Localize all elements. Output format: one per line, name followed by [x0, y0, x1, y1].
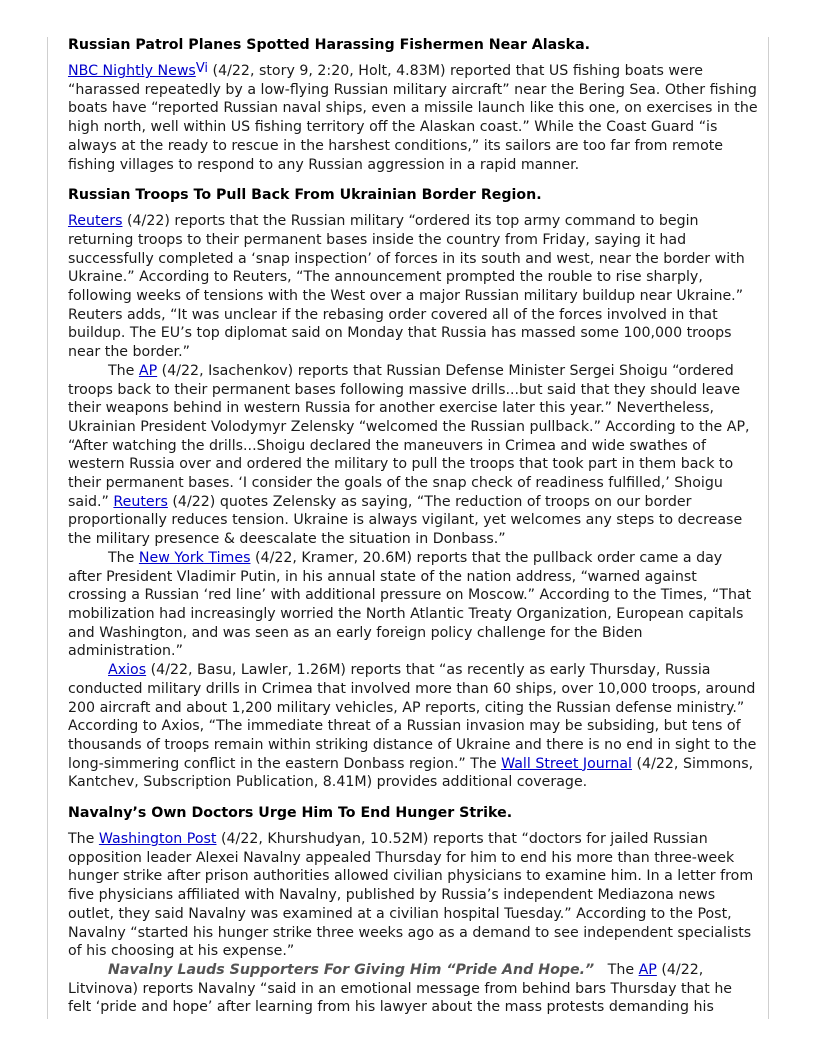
paragraph-text: (4/22, Isachenkov) reports that Russian Defense Minister Sergei Shoigu “ordered troops back to their permanent bases following massive drills...but said that they should leave their weapons behind in western Russia for another exercise later this year.” Nevertheless, Ukrainian President Volodymyr Zelensky “welcomed the Russian pullback.” According to the AP, “After watching the drills...Shoigu declared the maneuvers in Crimea and wide swathes of western Russia over and ordered the military to pull the troops that took part in them back to their permanent bases. ‘I consider the goals of the snap check of readiness fulfilled,’ Shoigu said.” [68, 362, 750, 510]
article-russian-troops [68, 186, 758, 792]
subheadline: Navalny Lauds Supporters For Giving Him “Pride And Hope.” [108, 961, 595, 978]
source-link-wsj[interactable]: Wall Street Journal [501, 755, 633, 772]
article-paragraph [68, 549, 758, 661]
source-link-ap[interactable]: AP [638, 961, 657, 978]
left-margin-rule [47, 37, 48, 1019]
article-navalny [68, 804, 758, 1017]
paragraph-text: (4/22, Khurshudyan, 10.52M) reports that “doctors for jailed Russian opposition leader Alexei Navalny appealed Thursday for him to end his more than three-week hunger strike after prison authorities allowed civilian physicians to examine him. In a letter from five physicians affiliated with Navalny, published by Russia’s independent Mediazona news outlet, they said Navalny was examined at a civilian hospital Tuesday.” According to the Post, Navalny “started his hunger strike three weeks ago as a demand to see independent specialists of his choosing at his expense.” [68, 831, 754, 960]
article-paragraph [68, 961, 758, 1017]
source-link-nbc[interactable]: NBC Nightly News [68, 63, 196, 79]
article-paragraph [68, 362, 758, 549]
source-link-axios[interactable]: Axios [108, 662, 147, 679]
source-link-reuters[interactable]: Reuters [68, 213, 123, 230]
source-link-ap[interactable]: AP [138, 362, 158, 379]
article-russian-patrol [68, 36, 758, 174]
paragraph-text: (4/22) quotes Zelensky as saying, “The reduction of troops on our border proportionally reduces tension. Ukraine is always vigilant, yet welcomes any steps to decrease the military presence & deescalate the situation in Donbass.” [68, 493, 743, 548]
paragraph-lead: The [594, 961, 639, 978]
paragraph-lead: The [108, 549, 139, 566]
article-paragraph [68, 661, 758, 792]
article-paragraph [68, 62, 758, 174]
source-link-nyt[interactable]: New York Times [138, 549, 251, 566]
source-link-wapo[interactable]: Washington Post [98, 831, 217, 848]
paragraph-lead: The [108, 362, 139, 379]
news-page [68, 36, 758, 1017]
headline: Russian Patrol Planes Spotted Harassing Fishermen Near Alaska. [68, 37, 591, 53]
headline: Russian Troops To Pull Back From Ukrainian Border Region. [68, 187, 542, 204]
headline: Navalny’s Own Doctors Urge Him To End Hunger Strike. [68, 805, 513, 822]
article-paragraph [68, 212, 758, 362]
paragraph-text: (4/22, Litvinova) reports Navalny “said in an emotional message from behind bars Thursday that he felt ‘pride and hope’ after learning from his lawyer about the mass protests demanding his [68, 961, 733, 1016]
source-link-reuters[interactable]: Reuters [113, 493, 168, 510]
paragraph-text: (4/22, Kramer, 20.6M) reports that the pullback order came a day after President Vladimir Putin, in his annual state of the nation address, “warned against crossing a Russian ‘red line’ with additional pressure on Moscow.” According to the Times, “That mobilization had increasingly worried the North Atlantic Treaty Organization, European capitals and Washington, and was seen as an early foreign policy challenge for the Biden administration.” [68, 549, 752, 660]
paragraph-text: (4/22) reports that the Russian military “ordered its top army command to begin returning troops to their permanent bases inside the country from Friday, saying it had successfully completed a ‘snap inspection’ of forces in its south and west, near the border with Ukraine.” According to Reuters, “The announcement prompted the rouble to rise sharply, following weeks of tensions with the West over a major Russian military buildup near Ukraine.” Reuters adds, “It was unclear if the rebasing order covered all of the forces involved in that buildup. The EU’s top diplomat said on Monday that Russia has massed some 100,000 troops near the border.” [68, 213, 745, 361]
paragraph-text: (4/22, Simmons, Kantchev, Subscription Publication, 8.41M) provides additional coverage. [68, 755, 754, 791]
paragraph-lead: The [68, 831, 99, 848]
right-margin-rule [768, 37, 769, 1019]
article-paragraph [68, 830, 758, 961]
paragraph-text: (4/22, story 9, 2:20, Holt, 4.83M) reported that US fishing boats were “harassed repeatedly by a low-flying Russian military aircraft” near the Bering Sea. Other fishing boats have “reported Russian naval ships, even a missile launch like this one, on exercises in the high north, well within US fishing territory off the Alaskan coast.” While the Coast Guard “is always at the ready to rescue in the harshest conditions,” its sailors are too far from remote fishing villages to respond to any Russian aggression in a rapid manner. [68, 63, 758, 173]
paragraph-text: (4/22, Basu, Lawler, 1.26M) reports that “as recently as early Thursday, Russia conducted military drills in Crimea that involved more than 60 ships, over 10,000 troops, around 200 aircraft and about 1,200 military vehicles, AP reports, citing the Russian defense ministry.” According to Axios, “The immediate threat of a Russian invasion may be subsiding, but tens of thousands of troops remain within striking distance of Ukraine and there is no end in sight to the long-simmering conflict in the eastern Donbass region.” The [68, 662, 757, 772]
video-marker[interactable]: Vi [195, 61, 209, 76]
